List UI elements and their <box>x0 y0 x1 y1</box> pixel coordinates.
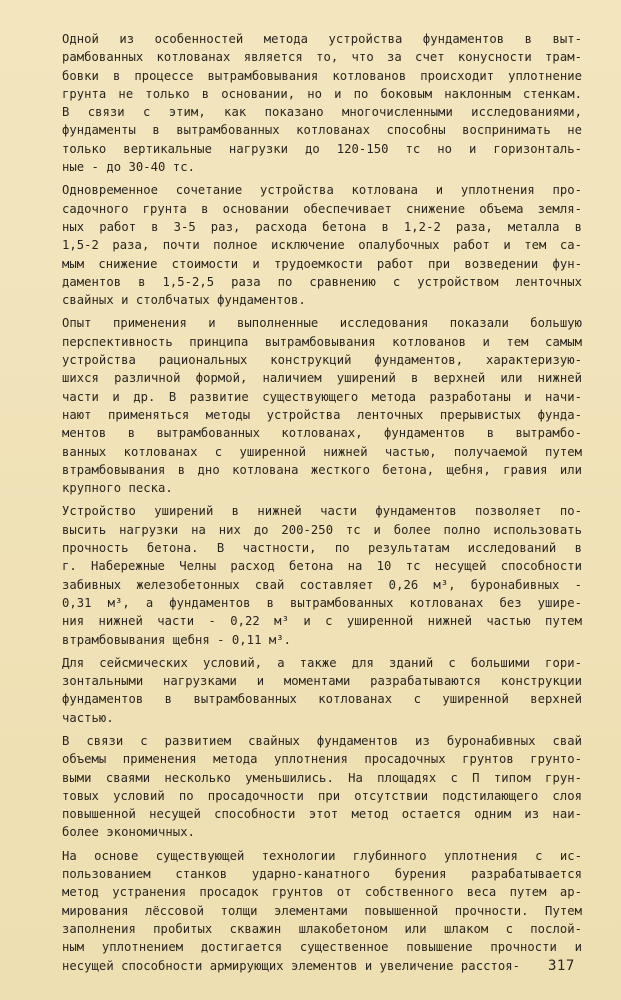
text-line: перспективность принципа вытрамбовывания котлованов и тем самым <box>62 334 582 349</box>
paragraph <box>62 181 582 309</box>
text-line: грунта не только в основании, но и по боковым наклонным стенкам. <box>62 86 582 101</box>
text-line: 0,31 м³, а фундаментов в вытрамбованных котлованах без ушире- <box>62 595 582 610</box>
text-line: г. Набережные Челны расход бетона на 10 тс несущей способности <box>62 559 582 574</box>
text-line: ментов в вытрамбованных котлованах, фундаментов в вытрамбо- <box>62 426 582 441</box>
text-line: ния нижней части - 0,22 м³ и с уширенной нижней частью путем <box>62 614 582 629</box>
paragraph <box>62 732 582 842</box>
text-line: Для сейсмических условий, а также для зданий с большими гори- <box>62 655 582 670</box>
text-line: повышенной несущей способности этот метод остается одним из наи- <box>62 807 582 822</box>
text-line: мирования лёссовой толщи элементами повышенной прочности. Путем <box>62 903 582 918</box>
text-line: бовки в процессе вытрамбовывания котлованов происходит уплотнение <box>62 68 582 83</box>
text-line: фундаментов в вытрамбованных котлованах с уширенной верхней <box>62 692 582 707</box>
paragraph <box>62 314 582 497</box>
text-line: ным уплотнением достигается существенное повышение прочности и <box>62 940 582 955</box>
text-line: забивных железобетонных свай составляет 0,26 м³, буронабивных - <box>62 577 582 592</box>
text-line: ванных котлованах с уширенной нижней частью, получаемой путем <box>62 444 582 459</box>
text-line: втрамбовывания щебня - 0,11 м³. <box>62 632 292 647</box>
text-line: мым снижение стоимости и трудоемкости работ при возведении фун- <box>62 256 582 271</box>
text-line: фундаменты в вытрамбованных котлованах способны воспринимать не <box>62 123 582 138</box>
text-line: части и др. В развитие существующего метода разработаны и начи- <box>62 389 582 404</box>
text-line: Опыт применения и выполненные исследования показали большую <box>62 316 582 331</box>
text-line: объемы применения метода уплотнения просадочных грунтов грунто- <box>62 752 582 767</box>
text-line: частью. <box>62 710 114 725</box>
text-line: В связи с развитием свайных фундаментов из буронабивных свай <box>62 733 582 748</box>
text-line: прочность бетона. В частности, по результатам исследований в <box>62 541 582 556</box>
text-line: крупного песка. <box>62 481 173 496</box>
paragraph <box>62 847 582 975</box>
text-line: метод устранения просадок грунтов от собственного веса путем ар- <box>62 885 582 900</box>
text-line: свайных и столбчатых фундаментов. <box>62 293 306 308</box>
text-line: несущей способности армирующих элементов и увеличение расстоя- <box>62 958 521 973</box>
text-line: заполнения пробитых скважин шлакобетоном или шлаком с послой- <box>62 921 582 936</box>
text-line: 1,5-2 раза, почти полное исключение опалубочных работ и тем са- <box>62 238 582 253</box>
text-line: На основе существующей технологии глубинного уплотнения с ис- <box>62 848 582 863</box>
text-line: выми сваями несколько уменьшились. На площадях с П типом грун- <box>62 770 582 785</box>
page-number: 317 <box>548 958 575 974</box>
text-line: высить нагрузки на них до 200-250 тс и более полно использовать <box>62 522 582 537</box>
text-line: более экономичных. <box>62 825 195 840</box>
paragraph <box>62 502 582 648</box>
text-line: втрамбовывания в дно котлована жесткого бетона, щебня, гравия или <box>62 462 582 477</box>
text-line: шихся различной формой, наличием уширений в верхней или нижней <box>62 371 582 386</box>
text-line: рамбованных котлованах является то, что за счет конусности трам- <box>62 50 582 65</box>
text-line: только вертикальные нагрузки до 120-150 тс но и горизонталь- <box>62 141 582 156</box>
text-line: даментов в 1,5-2,5 раза по сравнению с устройством ленточных <box>62 274 582 289</box>
text-line: устройства рациональных конструкций фундаментов, характеризую- <box>62 353 582 368</box>
text-line: В связи с этим, как показано многочисленными исследованиями, <box>62 105 582 120</box>
text-line: товых условий по просадочности при отсутствии подстилающего слоя <box>62 788 582 803</box>
text-line: зонтальными нагрузками и моментами разрабатываются конструкции <box>62 674 582 689</box>
text-line: Устройство уширений в нижней части фундаментов позволяет по- <box>62 504 582 519</box>
paragraph <box>62 30 582 176</box>
text-line: Одной из особенностей метода устройства фундаментов в выт- <box>62 32 582 46</box>
body-text <box>62 30 582 980</box>
paragraph <box>62 654 582 727</box>
text-line: ных работ в 3-5 раз, расхода бетона в 1,2-2 раза, металла в <box>62 219 582 234</box>
text-line: ные - до 30-40 тс. <box>62 160 195 175</box>
text-line: нают применяться методы устройства ленточных прерывистых фунда- <box>62 407 582 422</box>
text-line: садочного грунта в основании обеспечивает снижение объема земля- <box>62 201 582 216</box>
text-line: Одновременное сочетание устройства котлована и уплотнения про- <box>62 183 582 198</box>
text-line: пользованием станков ударно-канатного бурения разрабатывается <box>62 867 582 882</box>
